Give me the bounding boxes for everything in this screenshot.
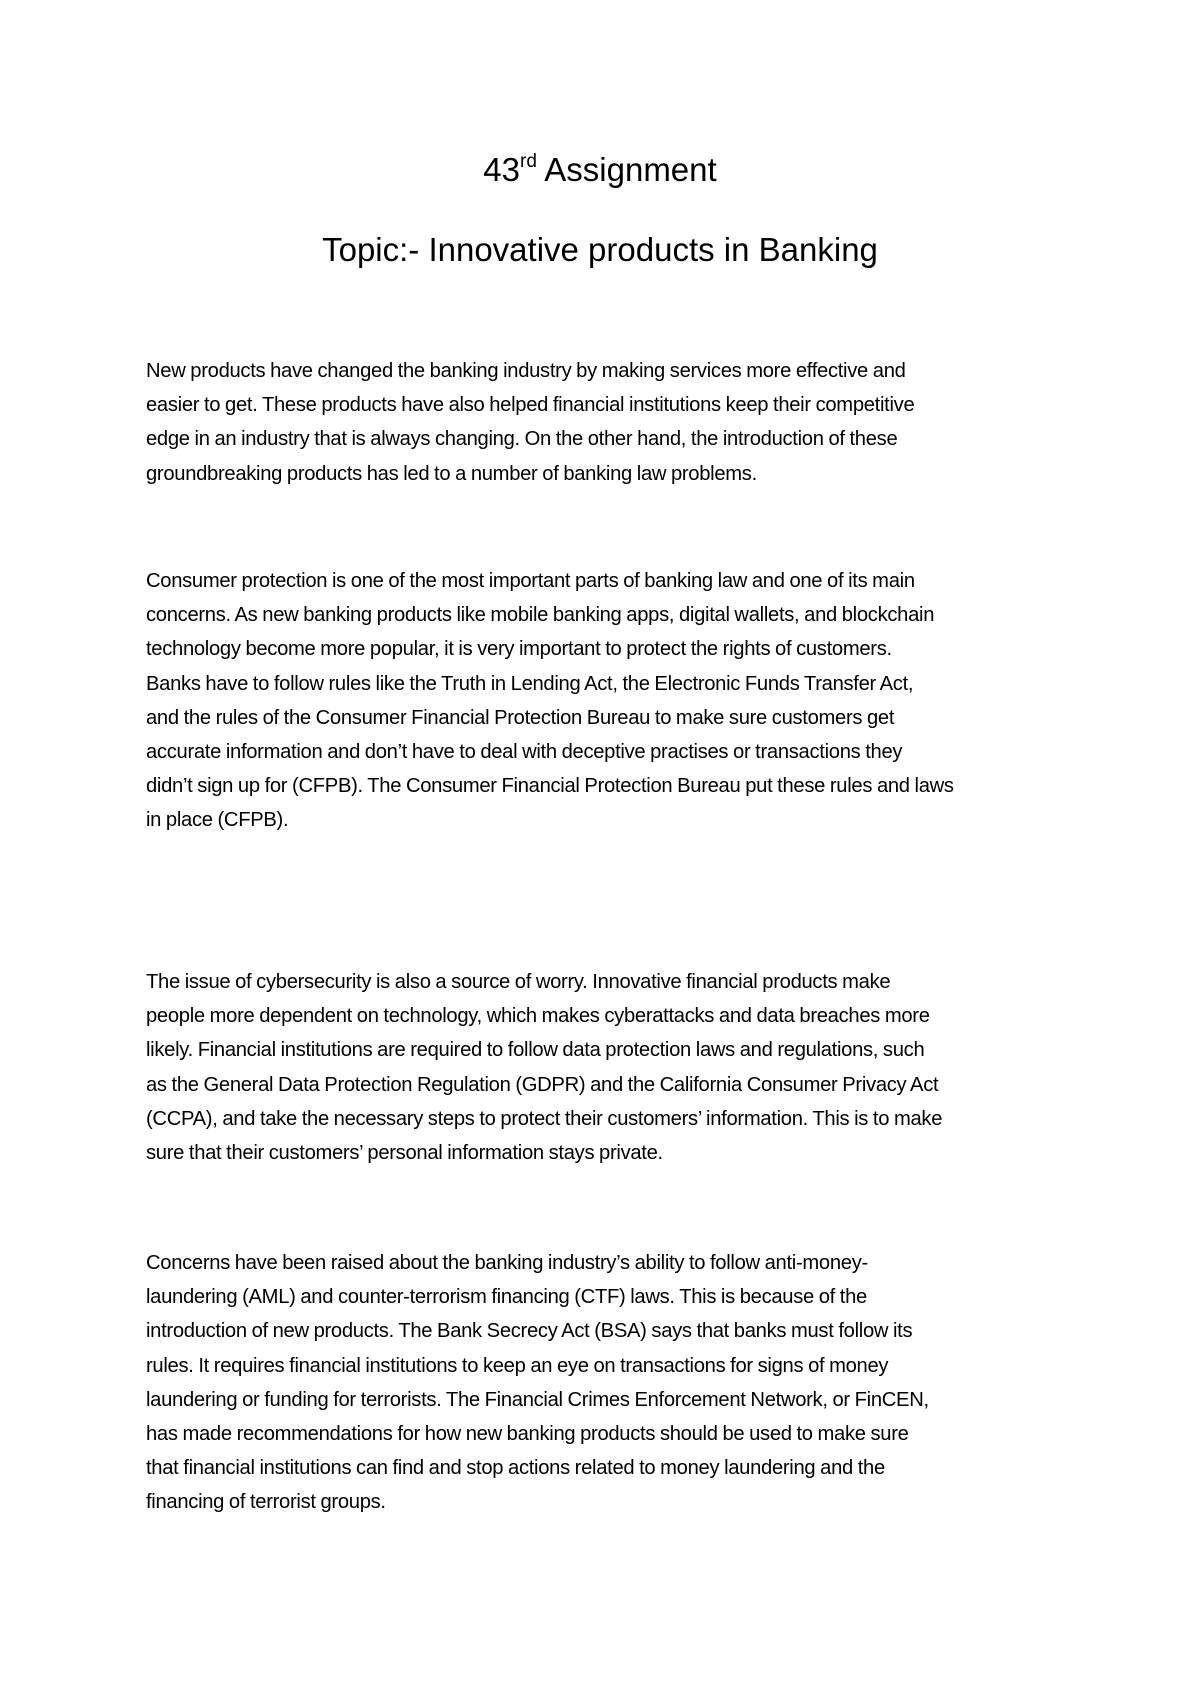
paragraph-cybersecurity [146,965,1076,1170]
assignment-title [0,150,1200,190]
paragraph-line: laundering or funding for terrorists. The Financial Crimes Enforcement Network, or FinCEN, [146,1388,929,1411]
paragraph-line: introduction of new products. The Bank Secrecy Act (BSA) says that banks must follow its [146,1320,913,1343]
paragraph-line: New products have changed the banking industry by making services more effective and [146,360,906,382]
paragraph-line: groundbreaking products has led to a number of banking law problems. [146,462,757,485]
paragraph-line: The issue of cybersecurity is also a source of worry. Innovative financial products make [146,971,891,993]
ordinal-suffix: rd [520,151,537,172]
paragraph-line: rules. It requires financial institutions to keep an eye on transactions for signs of money [146,1354,889,1377]
paragraph-line: Concerns have been raised about the banking industry’s ability to follow anti-money- [146,1252,868,1274]
paragraph-line: didn’t sign up for (CFPB). The Consumer Financial Protection Bureau put these rules and laws [146,775,954,798]
paragraph-line: concerns. As new banking products like mobile banking apps, digital wallets, and blockchain [146,604,935,627]
paragraph-intro [146,354,1076,491]
paragraph-line: people more dependent on technology, which makes cyberattacks and data breaches more [146,1005,930,1028]
paragraph-line: Banks have to follow rules like the Truth in Lending Act, the Electronic Funds Transfer Act, [146,672,914,695]
paragraph-aml-ctf [146,1246,1076,1520]
paragraph-line: in place (CFPB). [146,809,289,832]
paragraph-line: and the rules of the Consumer Financial Protection Bureau to make sure customers get [146,706,895,729]
paragraph-line: Consumer protection is one of the most important parts of banking law and one of its main [146,570,915,592]
paragraph-line: financing of terrorist groups. [146,1491,386,1514]
paragraph-line: likely. Financial institutions are required to follow data protection laws and regulations, such [146,1039,925,1062]
paragraph-line: has made recommendations for how new banking products should be used to make sure [146,1423,909,1446]
paragraph-line: technology become more popular, it is very important to protect the rights of customers. [146,638,892,661]
paragraph-consumer-protection [146,564,1076,838]
paragraph-line: laundering (AML) and counter-terrorism financing (CTF) laws. This is because of the [146,1286,867,1309]
paragraph-line: that financial institutions can find and stop actions related to money laundering and the [146,1457,885,1480]
paragraph-line: edge in an industry that is always changing. On the other hand, the introduction of these [146,428,898,451]
paragraph-line: sure that their customers’ personal information stays private. [146,1142,663,1165]
topic-heading: Topic:- Innovative products in Banking [322,231,878,268]
assignment-number: 43 [483,151,521,188]
paragraph-line: accurate information and don’t have to deal with deceptive practises or transactions they [146,741,903,764]
paragraph-line: (CCPA), and take the necessary steps to protect their customers’ information. This is to make [146,1107,943,1130]
paragraph-line: easier to get. These products have also helped financial institutions keep their competitive [146,394,915,417]
assignment-word: Assignment [536,151,717,188]
paragraph-line: as the General Data Protection Regulation (GDPR) and the California Consumer Privacy Act [146,1073,939,1096]
